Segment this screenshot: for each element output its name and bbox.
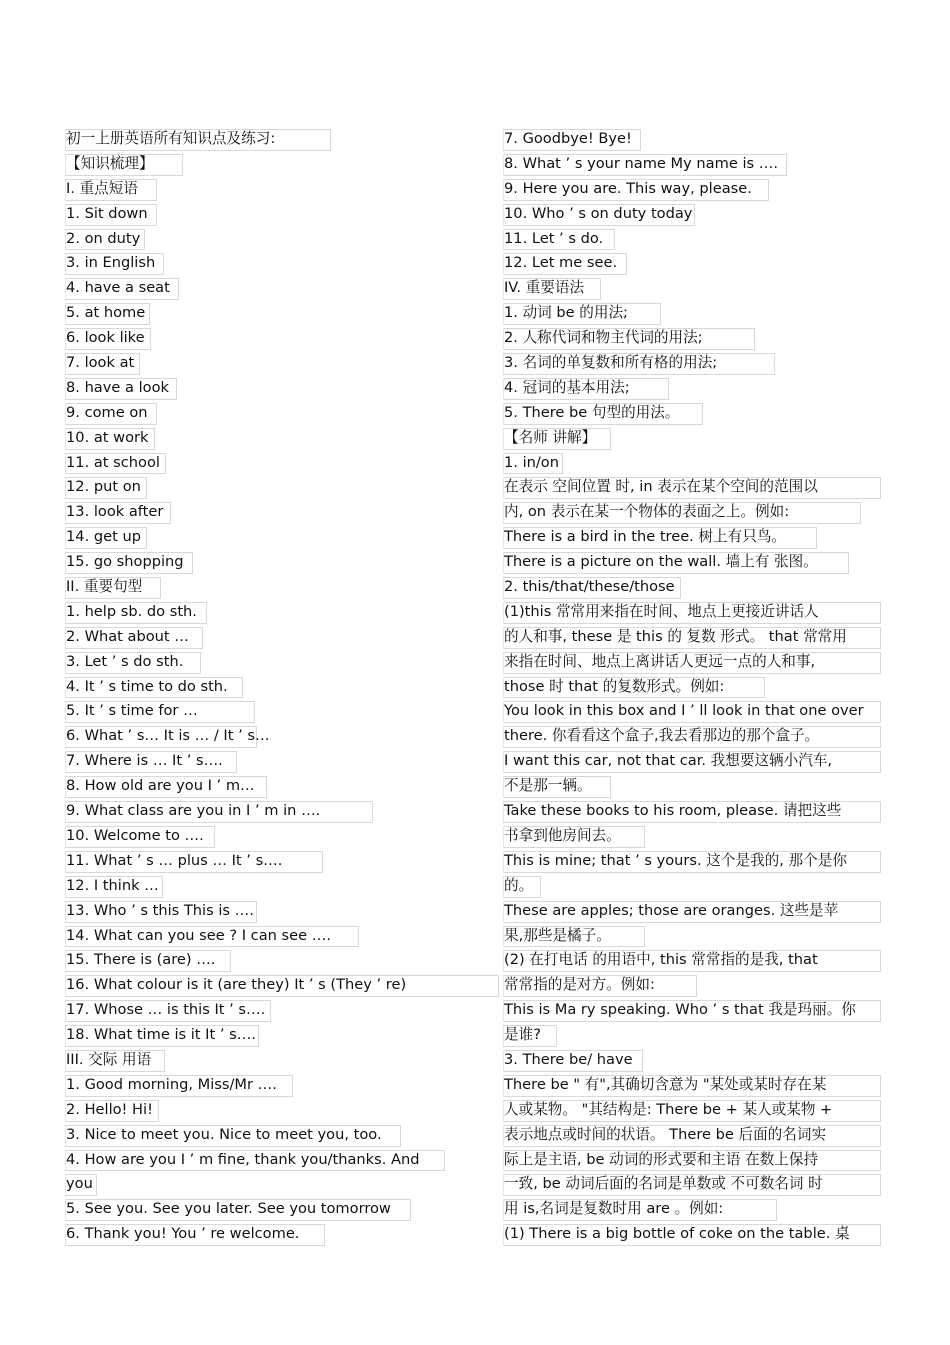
- example-text: This is Ma ry speaking. Who ’ s that 我是玛丽。你: [504, 998, 884, 1023]
- phrase-item: 13. look after: [66, 500, 502, 525]
- section-heading: I. 重点短语: [66, 177, 502, 202]
- pattern-item: 17. Whose … is this It ’ s….: [66, 998, 502, 1023]
- pattern-item: 6. What ’ s… It is … / It ’ s…: [66, 724, 502, 749]
- example-text: 不是那一辆。: [504, 774, 884, 799]
- phrase-item: 2. on duty: [66, 227, 502, 252]
- expression-item: 7. Goodbye! Bye!: [504, 127, 884, 152]
- expression-item: 1. Good morning, Miss/Mr ….: [66, 1073, 502, 1098]
- phrase-item: 15. go shopping: [66, 550, 502, 575]
- explanation-text: (2) 在打电话 的用语中, this 常常指的是我, that: [504, 948, 884, 973]
- example-text: These are apples; those are oranges. 这些是苹: [504, 899, 884, 924]
- pattern-item: 11. What ’ s … plus … It ’ s….: [66, 849, 502, 874]
- expression-item: 6. Thank you! You ’ re welcome.: [66, 1222, 502, 1247]
- explanation-heading: 1. in/on: [504, 451, 884, 476]
- left-column: [66, 127, 502, 1247]
- pattern-item: 3. Let ’ s do sth.: [66, 650, 502, 675]
- phrase-item: 7. look at: [66, 351, 502, 376]
- section-heading: II. 重要句型: [66, 575, 502, 600]
- phrase-item: 4. have a seat: [66, 276, 502, 301]
- expression-item: 10. Who ’ s on duty today: [504, 202, 884, 227]
- section-heading: 【名师 讲解】: [504, 426, 884, 451]
- phrase-item: 14. get up: [66, 525, 502, 550]
- expression-item: you: [66, 1172, 502, 1197]
- phrase-item: 3. in English: [66, 251, 502, 276]
- phrase-item: 12. put on: [66, 475, 502, 500]
- section-heading: III. 交际 用语: [66, 1048, 502, 1073]
- grammar-item: 2. 人称代词和物主代词的用法;: [504, 326, 884, 351]
- pattern-item: 7. Where is … It ’ s….: [66, 749, 502, 774]
- grammar-item: 5. There be 句型的用法。: [504, 401, 884, 426]
- pattern-item: 16. What colour is it (are they) It ’ s (They ’ re): [66, 973, 502, 998]
- expression-item: 11. Let ’ s do.: [504, 227, 884, 252]
- explanation-text: 的人和事, these 是 this 的 复数 形式。 that 常常用: [504, 625, 884, 650]
- explanation-text: 际上是主语, be 动词的形式要和主语 在数上保持: [504, 1148, 884, 1173]
- explanation-text: those 时 that 的复数形式。例如:: [504, 675, 884, 700]
- expression-item: 12. Let me see.: [504, 251, 884, 276]
- explanation-text: 内, on 表示在某一个物体的表面之上。例如:: [504, 500, 884, 525]
- example-text: 是谁?: [504, 1023, 884, 1048]
- explanation-text: 用 is,名词是复数时用 are 。例如:: [504, 1197, 884, 1222]
- pattern-item: 15. There is (are) ….: [66, 948, 502, 973]
- pattern-item: 12. I think …: [66, 874, 502, 899]
- expression-item: 8. What ’ s your name My name is ….: [504, 152, 884, 177]
- expression-item: 5. See you. See you later. See you tomorrow: [66, 1197, 502, 1222]
- expression-item: 9. Here you are. This way, please.: [504, 177, 884, 202]
- explanation-text: (1)this 常常用来指在时间、地点上更接近讲话人: [504, 600, 884, 625]
- example-text: 果,那些是橘子。: [504, 924, 884, 949]
- explanation-text: There be " 有",其确切含意为 "某处或某时存在某: [504, 1073, 884, 1098]
- example-text: Take these books to his room, please. 请把这些: [504, 799, 884, 824]
- pattern-item: 1. help sb. do sth.: [66, 600, 502, 625]
- doc-title: 初一上册英语所有知识点及练习:: [66, 127, 502, 152]
- pattern-item: 13. Who ’ s this This is ….: [66, 899, 502, 924]
- phrase-item: 6. look like: [66, 326, 502, 351]
- explanation-text: 一致, be 动词后面的名词是单数或 不可数名词 时: [504, 1172, 884, 1197]
- grammar-item: 1. 动词 be 的用法;: [504, 301, 884, 326]
- right-column: [504, 127, 884, 1247]
- phrase-item: 9. come on: [66, 401, 502, 426]
- example-text: This is mine; that ’ s yours. 这个是我的, 那个是你: [504, 849, 884, 874]
- example-text: 书拿到他房间去。: [504, 824, 884, 849]
- phrase-item: 1. Sit down: [66, 202, 502, 227]
- explanation-text: 在表示 空间位置 时, in 表示在某个空间的范围以: [504, 475, 884, 500]
- example-text: There is a bird in the tree. 树上有只鸟。: [504, 525, 884, 550]
- example-text: There is a picture on the wall. 墙上有 张图。: [504, 550, 884, 575]
- expression-item: 4. How are you I ’ m fine, thank you/thanks. And: [66, 1148, 502, 1173]
- pattern-item: 9. What class are you in I ’ m in ….: [66, 799, 502, 824]
- explanation-heading: 3. There be/ have: [504, 1048, 884, 1073]
- example-text: You look in this box and I ’ ll look in that one over: [504, 699, 884, 724]
- expression-item: 3. Nice to meet you. Nice to meet you, too.: [66, 1123, 502, 1148]
- pattern-item: 4. It ’ s time to do sth.: [66, 675, 502, 700]
- phrase-item: 11. at school: [66, 451, 502, 476]
- example-text: (1) There is a big bottle of coke on the table. 桌: [504, 1222, 884, 1247]
- explanation-text: 来指在时间、地点上离讲话人更远一点的人和事,: [504, 650, 884, 675]
- pattern-item: 18. What time is it It ’ s….: [66, 1023, 502, 1048]
- pattern-item: 5. It ’ s time for …: [66, 699, 502, 724]
- example-text: there. 你看看这个盒子,我去看那边的那个盒子。: [504, 724, 884, 749]
- explanation-heading: 2. this/that/these/those: [504, 575, 884, 600]
- phrase-item: 10. at work: [66, 426, 502, 451]
- grammar-item: 4. 冠词的基本用法;: [504, 376, 884, 401]
- pattern-item: 14. What can you see ? I can see ….: [66, 924, 502, 949]
- pattern-item: 8. How old are you I ’ m…: [66, 774, 502, 799]
- grammar-item: 3. 名词的单复数和所有格的用法;: [504, 351, 884, 376]
- explanation-text: 常常指的是对方。例如:: [504, 973, 884, 998]
- pattern-item: 2. What about …: [66, 625, 502, 650]
- explanation-text: 表示地点或时间的状语。 There be 后面的名词实: [504, 1123, 884, 1148]
- example-text: 的。: [504, 874, 884, 899]
- explanation-text: 人或某物。 "其结构是: There be + 某人或某物 +: [504, 1098, 884, 1123]
- section-heading: IV. 重要语法: [504, 276, 884, 301]
- phrase-item: 5. at home: [66, 301, 502, 326]
- section-heading: 【知识梳理】: [66, 152, 502, 177]
- expression-item: 2. Hello! Hi!: [66, 1098, 502, 1123]
- example-text: I want this car, not that car. 我想要这辆小汽车,: [504, 749, 884, 774]
- phrase-item: 8. have a look: [66, 376, 502, 401]
- pattern-item: 10. Welcome to ….: [66, 824, 502, 849]
